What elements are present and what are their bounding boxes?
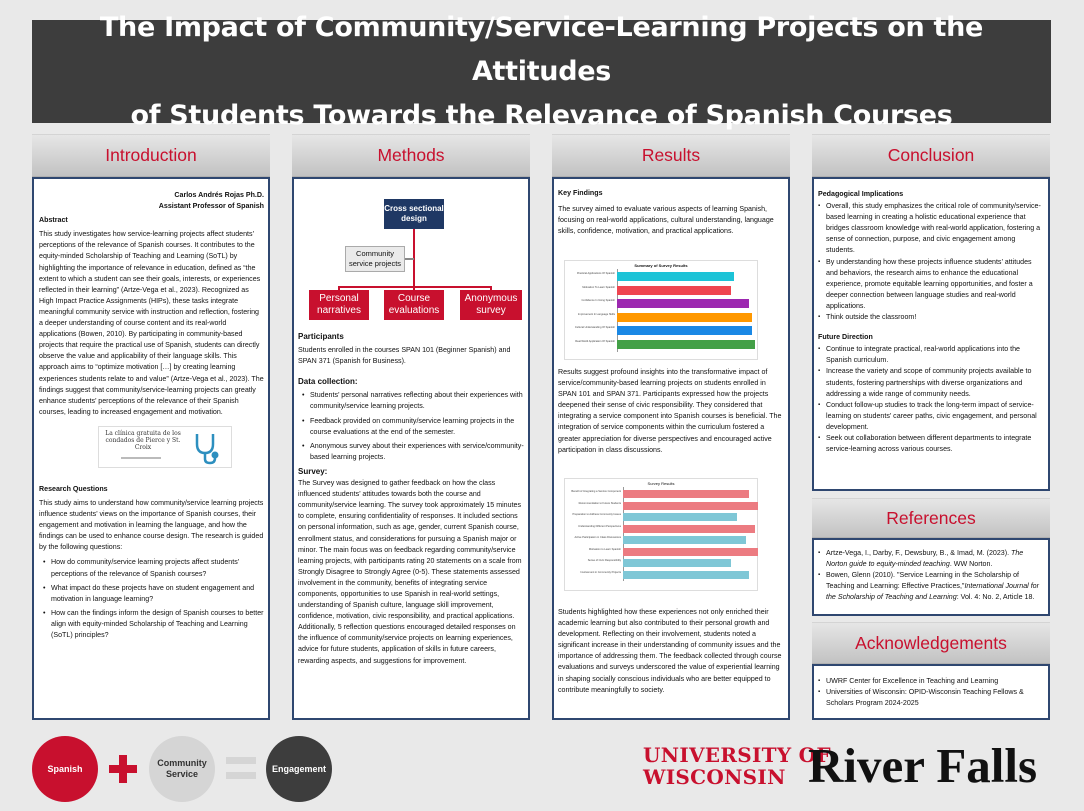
poster-title bbox=[32, 6, 1051, 138]
introduction-heading: Introduction bbox=[105, 145, 197, 165]
research-questions-list bbox=[39, 557, 264, 641]
rq-heading: Research Questions bbox=[39, 484, 108, 493]
survey-heading: Survey: bbox=[298, 466, 328, 476]
stethoscope-icon bbox=[191, 431, 221, 465]
data-collection-heading: Data collection: bbox=[298, 377, 358, 387]
plus-icon bbox=[109, 755, 137, 783]
chart-bar bbox=[617, 313, 752, 322]
future-item: ▪ Seek out collaboration between different departments to integrate service-learning across various courses. bbox=[818, 433, 1044, 455]
author-role: Assistant Professor of Spanish bbox=[158, 202, 264, 211]
clinic-image-title: La clínica gratuita de los condados de Pierce y St. Croix bbox=[105, 429, 181, 451]
data-collection-item: • Feedback provided on community/service learning projects in the course evaluations at the end of the semester. bbox=[298, 416, 524, 438]
chart-bar bbox=[623, 513, 737, 521]
results-header bbox=[552, 134, 790, 177]
chart-category-label: Improvement In Language Skills bbox=[577, 312, 615, 316]
pedagogical-heading: Pedagogical Implications bbox=[818, 190, 904, 198]
chart-bar bbox=[617, 272, 734, 281]
engagement-label: Engagement bbox=[271, 763, 326, 774]
introduction-panel bbox=[32, 177, 270, 720]
chart-category-label: Practical Applications Of Spanish bbox=[576, 272, 615, 275]
results-heading: Results bbox=[641, 145, 701, 165]
chart-bar bbox=[623, 559, 731, 567]
chart-bar bbox=[617, 326, 752, 335]
pedagogical-item: ▪ Think outside the classroom! bbox=[818, 312, 1044, 323]
methods-heading: Methods bbox=[377, 145, 445, 165]
logo-river-falls: River Falls bbox=[808, 738, 1038, 793]
pedagogical-item: ▪ Overall, this study emphasizes the critical role of community/service-based learning in creating a holistic educational experience that bridges classroom knowledge with real-world application, fostering a sense of connection, purpose, and civic engagement among students. bbox=[818, 201, 1044, 256]
chart-bar bbox=[617, 340, 755, 349]
methods-panel bbox=[292, 177, 530, 720]
diagram-root: Cross sectional design bbox=[384, 199, 444, 229]
results-intro-text: The survey aimed to evaluate various aspects of learning Spanish, focusing on real-world applications, cultural understanding, language skills, confidence, motivation, and practical applications. bbox=[558, 205, 774, 236]
abstract-text: This study investigates how service-learning projects affect students’ perceptions of the relevance of Spanish courses. It contributes to the equity-minded Scholarship of Teaching and Learning (SoTL) by highlighting the importance of relevance in education, defined as “the extent to which a student can see their goals, interests, or experiences reflected in their learning” (Artze-Vega et al., 2023). Recognized as High Impact Practice Assignments (HIPs), these tasks integrate meaningful community service with instruction and reflection, fostering a deeper understanding of course content and its real-world applications (Bowen, 2010). By participating in community-based projects that require the practical use of Spanish, students can directly observe the value and applicability of their language skills. This approach aims to “optimize motivation […] by creating learning experiences students relate to and value” (Artze-Vega et al., 2023). The findings suggest that community/service-learning projects can greatly enhance students’ perceptions of the relevance of their Spanish courses, leading to increased engagement and motivation. bbox=[39, 230, 264, 416]
reference-item: ▪ Artze-Vega, I., Darby, F., Dewsbury, B., & Imad, M. (2023). The Norton guide to equity-minded teaching. WW Norton. bbox=[818, 548, 1044, 570]
chart-bar bbox=[623, 536, 746, 544]
data-collection-item: • Students’ personal narratives reflecting about their experiences with community/service learning projects. bbox=[298, 390, 524, 412]
chart-bar bbox=[623, 525, 755, 533]
diagram-leaf-evaluations: Course evaluations bbox=[384, 290, 444, 320]
author-name: Carlos Andrés Rojas Ph.D. bbox=[174, 191, 264, 199]
future-item: ▪ Conduct follow-up studies to track the long-term impact of service-learning on students’ career paths, civic engagement, and personal development. bbox=[818, 400, 1044, 433]
chart-category-label: Confidence In Using Spanish bbox=[581, 299, 615, 302]
chart-bar bbox=[617, 299, 749, 308]
title-line-1: The Impact of Community/Service-Learning Projects on the Attitudes bbox=[99, 11, 984, 87]
pedagogical-list bbox=[818, 201, 1044, 323]
survey-text: The Survey was designed to gather feedback on how the class influenced students’ attitudes towards both the course and community/service learning. The survey took approximately 15 minutes to complete, ensuring confidentiality of responses. It included sections on personal information, such as age, gender, current Spanish course, enrollment status, and considerations for pursuing a Spanish major or minor. The main focus was on feedback regarding community/service learning projects, with participants rating 20 statements on a scale from Strongly Disagree to Strongly Agree (0-5). These statements assessed involvement in the community, benefits of integrating service components, opportunities to use Spanish in real-world settings, understanding of Spanish culture, language skill improvement, confidence, motivation, civic responsibility, and practical applications. Additionally, 5 reflection questions encouraged detailed responses on the influence of community/service projects on learning experiences, advice for future students, application of skills in future careers, rewarding aspects, and suggestions for improvement. bbox=[298, 479, 522, 665]
research-question: • How can the findings inform the design of Spanish courses to better align with equity-minded Scholarship of Teaching and Learning (SoTL) principles? bbox=[39, 608, 264, 641]
spanish-label: Spanish bbox=[47, 763, 83, 774]
chart-category-label: Motivation To Learn Spanish bbox=[582, 285, 615, 289]
chart-category-label: Understanding Different Perspectives bbox=[578, 524, 621, 528]
reference-item: ▪ Bowen, Glenn (2010). "Service Learning in the Scholarship of Teaching and Learning: Effective Practices,"International Journal for the Scholarship of Teaching and Learning: Vol. 4: No. 2, Article 18. bbox=[818, 570, 1044, 603]
diagram-middle: Community service projects bbox=[345, 246, 405, 272]
methods-diagram bbox=[298, 179, 524, 324]
acknowledgement-item: ▪ Universities of Wisconsin: OPID-Wisconsin Teaching Fellows & Scholars Program 2024-2025 bbox=[818, 687, 1044, 709]
equals-icon bbox=[226, 757, 256, 781]
references-panel bbox=[812, 538, 1050, 616]
chart-category-label: Cultural Understanding Of Spanish bbox=[574, 326, 615, 329]
future-item: ▪ Increase the variety and scope of community projects available to students, fostering partnerships with diverse organizations and addressing a wide range of community needs. bbox=[818, 366, 1044, 399]
results-conclusion-text: Students highlighted how these experiences not only enriched their academic learning but also contributed to their personal growth and development. Reflecting on their involvement, students noted a significant increase in their understanding of community issues and the importance of addressing them. The feedback collected through course evaluations and surveys underscored the value of experiential learning in shaping socially conscious individuals who are better equipped to contribute meaningfully to society. bbox=[558, 608, 782, 694]
chart-category-label: Active Participation in Class Discussions bbox=[574, 536, 621, 539]
chart-category-label: Involvement in Community Projects bbox=[580, 570, 621, 574]
acknowledgements-panel bbox=[812, 664, 1050, 720]
data-collection-item: • Anonymous survey about their experiences with service/community-based learning projects. bbox=[298, 441, 524, 463]
chart-category-label: Recommendation to Future Students bbox=[578, 501, 621, 505]
conclusion-heading: Conclusion bbox=[887, 145, 975, 165]
chart-bar bbox=[623, 571, 749, 579]
references-heading: References bbox=[886, 507, 976, 528]
rq-text: This study aims to understand how community/service learning projects influence students’ views on the importance of Spanish courses, their engagement and motivation in learning the language, and how the findings can be used to enhance course design. The research is guided by the following questions: bbox=[39, 498, 264, 552]
logo-university-of: UNIVERSITY OF bbox=[643, 743, 831, 767]
future-item: ▪ Continue to integrate practical, real-world applications into the Spanish curriculum. bbox=[818, 344, 1044, 366]
results-panel bbox=[552, 177, 790, 720]
clinic-image bbox=[98, 426, 232, 468]
acknowledgements-header bbox=[812, 622, 1050, 664]
community-service-label: Community Service bbox=[157, 758, 207, 779]
references-header bbox=[812, 498, 1050, 538]
university-logo bbox=[643, 738, 1057, 793]
data-collection-list bbox=[298, 390, 524, 463]
conclusion-header bbox=[812, 134, 1050, 177]
chart-category-label: Real-World Application Of Spanish bbox=[575, 339, 615, 343]
chart-bar bbox=[617, 286, 731, 295]
chart-category-label: Preparation to Address Community Issues bbox=[572, 513, 621, 516]
participants-heading: Participants bbox=[298, 332, 344, 341]
methods-header bbox=[292, 134, 530, 177]
chart-category-label: Motivation to Learn Spanish bbox=[588, 547, 621, 551]
community-service-circle bbox=[149, 736, 215, 802]
introduction-header bbox=[32, 134, 270, 177]
results-discussion-text: Results suggest profound insights into the transformative impact of service/community-based learning projects on students enrolled in SPAN 101 and SPAN 371. Participants expressed how the projects deepened their sense of civic responsibility. They considered that integrating a service component into Spanish courses is beneficial. The integration of service components within the curriculum fostered a greater appreciation for diverse perspectives and encouraged active participation in class discussions. bbox=[558, 368, 782, 454]
summary-chart bbox=[564, 260, 758, 360]
acknowledgements-list bbox=[818, 676, 1044, 709]
acknowledgement-item: ▪ UWRF Center for Excellence in Teaching and Learning bbox=[818, 676, 1044, 687]
conclusion-panel bbox=[812, 177, 1050, 491]
participants-text: Students enrolled in the courses SPAN 101 (Beginner Spanish) and SPAN 371 (Spanish for Business). bbox=[298, 346, 511, 366]
future-direction-heading: Future Direction bbox=[818, 333, 873, 342]
survey-chart bbox=[564, 478, 758, 591]
summary-chart-title: Summary of Survey Results bbox=[634, 263, 688, 268]
future-direction-list bbox=[818, 344, 1044, 455]
key-findings-heading: Key Findings bbox=[558, 189, 603, 197]
diagram-leaf-survey: Anonymous survey bbox=[460, 290, 522, 320]
chart-bar bbox=[623, 490, 749, 498]
abstract-heading: Abstract bbox=[39, 216, 68, 225]
research-question: • What impact do these projects have on student engagement and motivation in language learning? bbox=[39, 583, 264, 605]
title-line-2: of Students Towards the Relevance of Spanish Courses bbox=[130, 99, 953, 131]
pedagogical-item: ▪ By understanding how these projects influence students’ attitudes and behaviors, the research aims to enhance the educational experience, promote equitable learning opportunities, and foster a deeper connection between language studies and real-world applications. bbox=[818, 257, 1044, 312]
title-banner bbox=[32, 11, 1051, 131]
chart-bar bbox=[623, 548, 758, 556]
engagement-circle bbox=[266, 736, 332, 802]
acknowledgements-heading: Acknowledgements bbox=[855, 632, 1007, 653]
chart-category-label: Sense of Civic Responsibility bbox=[587, 559, 621, 562]
logo-wisconsin: WISCONSIN bbox=[643, 765, 786, 789]
survey-chart-title: Survey Results bbox=[647, 481, 675, 486]
chart-bar bbox=[623, 502, 758, 510]
references-list bbox=[818, 548, 1044, 603]
clinic-image-line bbox=[121, 457, 161, 459]
spanish-circle bbox=[32, 736, 98, 802]
research-question: • How do community/service learning projects affect students’ perceptions of the relevance of Spanish courses? bbox=[39, 557, 264, 579]
chart-category-label: Benefit of Integrating a Service Component bbox=[571, 490, 621, 493]
diagram-leaf-narratives: Personal narratives bbox=[309, 290, 369, 320]
